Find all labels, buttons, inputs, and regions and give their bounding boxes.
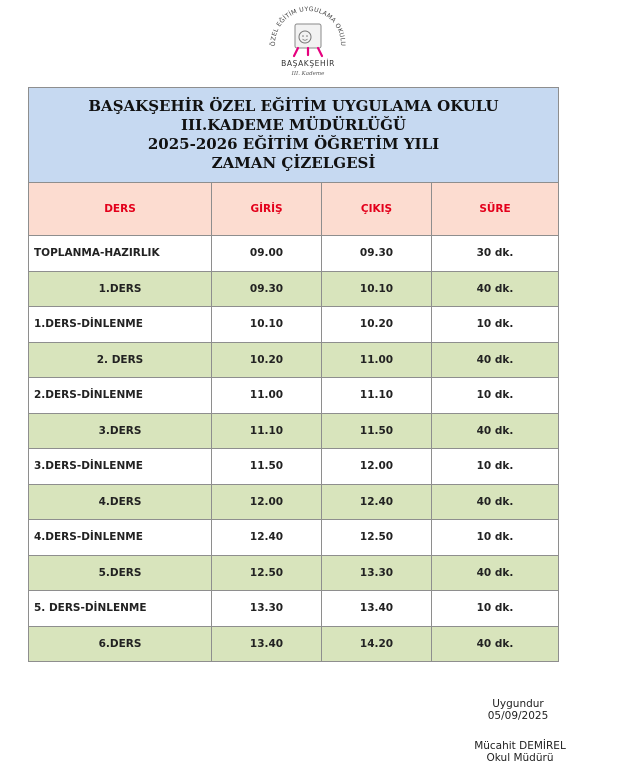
row-start: 13.40: [212, 626, 322, 662]
row-start: 09.30: [212, 271, 322, 307]
table-row: [29, 520, 559, 556]
logo-name: BAŞAKŞEHİR: [281, 59, 335, 68]
row-start: 10.10: [212, 307, 322, 343]
title-line-1: BAŞAKŞEHİR ÖZEL EĞİTİM UYGULAMA OKULU: [88, 97, 499, 115]
row-duration: 40 dk.: [432, 626, 559, 662]
row-duration: 40 dk.: [432, 342, 559, 378]
row-duration: 10 dk.: [432, 378, 559, 414]
row-start: 11.00: [212, 378, 322, 414]
row-label: 4.DERS-DİNLENME: [29, 520, 212, 556]
approval-status: Uygundur: [492, 698, 544, 710]
row-start: 11.50: [212, 449, 322, 485]
row-end: 10.10: [322, 271, 432, 307]
title-line-2: III.KADEME MÜDÜRLÜĞÜ: [181, 116, 406, 134]
row-end: 11.50: [322, 413, 432, 449]
table-row: [29, 342, 559, 378]
title-line-4: ZAMAN ÇİZELGESİ: [211, 154, 376, 172]
signature-role: Okul Müdürü: [486, 752, 554, 764]
row-end: 09.30: [322, 236, 432, 272]
table-row: [29, 449, 559, 485]
row-start: 12.00: [212, 484, 322, 520]
signature-block: [470, 740, 570, 764]
row-label: 4.DERS: [29, 484, 212, 520]
row-duration: 40 dk.: [432, 484, 559, 520]
row-end: 12.50: [322, 520, 432, 556]
table-row: [29, 626, 559, 662]
row-start: 12.40: [212, 520, 322, 556]
header-cikis: ÇIKIŞ: [322, 183, 432, 236]
row-end: 13.30: [322, 555, 432, 591]
logo-arc-text: ÖZEL EĞİTİM UYGULAMA OKULU: [269, 5, 347, 47]
row-duration: 10 dk.: [432, 449, 559, 485]
row-label: 1.DERS: [29, 271, 212, 307]
signature-name: Mücahit DEMİREL: [474, 740, 566, 752]
row-label: 2.DERS-DİNLENME: [29, 378, 212, 414]
row-duration: 10 dk.: [432, 591, 559, 627]
row-label: 6.DERS: [29, 626, 212, 662]
row-duration: 40 dk.: [432, 413, 559, 449]
row-end: 12.40: [322, 484, 432, 520]
header-row: [29, 183, 559, 236]
approval-date: 05/09/2025: [487, 710, 549, 722]
row-end: 10.20: [322, 307, 432, 343]
table-row: [29, 236, 559, 272]
row-end: 14.20: [322, 626, 432, 662]
row-duration: 30 dk.: [432, 236, 559, 272]
row-end: 13.40: [322, 591, 432, 627]
table-row: [29, 555, 559, 591]
row-label: 1.DERS-DİNLENME: [29, 307, 212, 343]
row-label: 5. DERS-DİNLENME: [29, 591, 212, 627]
row-duration: 10 dk.: [432, 307, 559, 343]
row-label: 5.DERS: [29, 555, 212, 591]
row-start: 13.30: [212, 591, 322, 627]
table-row: [29, 484, 559, 520]
row-end: 11.00: [322, 342, 432, 378]
title-line-3: 2025-2026 EĞİTİM ÖĞRETİM YILI: [147, 135, 440, 153]
schedule-table: [28, 87, 559, 662]
header-sure: SÜRE: [432, 183, 559, 236]
logo-sub: III. Kademe: [291, 71, 325, 77]
table-row: [29, 378, 559, 414]
row-end: 12.00: [322, 449, 432, 485]
row-label: 2. DERS: [29, 342, 212, 378]
row-label: 3.DERS: [29, 413, 212, 449]
row-start: 09.00: [212, 236, 322, 272]
school-logo: [263, 4, 353, 80]
row-duration: 40 dk.: [432, 555, 559, 591]
row-start: 10.20: [212, 342, 322, 378]
row-duration: 40 dk.: [432, 271, 559, 307]
header-giris: GİRİŞ: [212, 183, 322, 236]
approval-block: [478, 698, 558, 722]
row-start: 12.50: [212, 555, 322, 591]
row-start: 11.10: [212, 413, 322, 449]
row-label: TOPLANMA-HAZIRLIK: [29, 236, 212, 272]
row-label: 3.DERS-DİNLENME: [29, 449, 212, 485]
table-title: [29, 88, 559, 183]
table-row: [29, 307, 559, 343]
table-row: [29, 271, 559, 307]
table-row: [29, 413, 559, 449]
row-duration: 10 dk.: [432, 520, 559, 556]
row-end: 11.10: [322, 378, 432, 414]
header-ders: DERS: [29, 183, 212, 236]
table-row: [29, 591, 559, 627]
